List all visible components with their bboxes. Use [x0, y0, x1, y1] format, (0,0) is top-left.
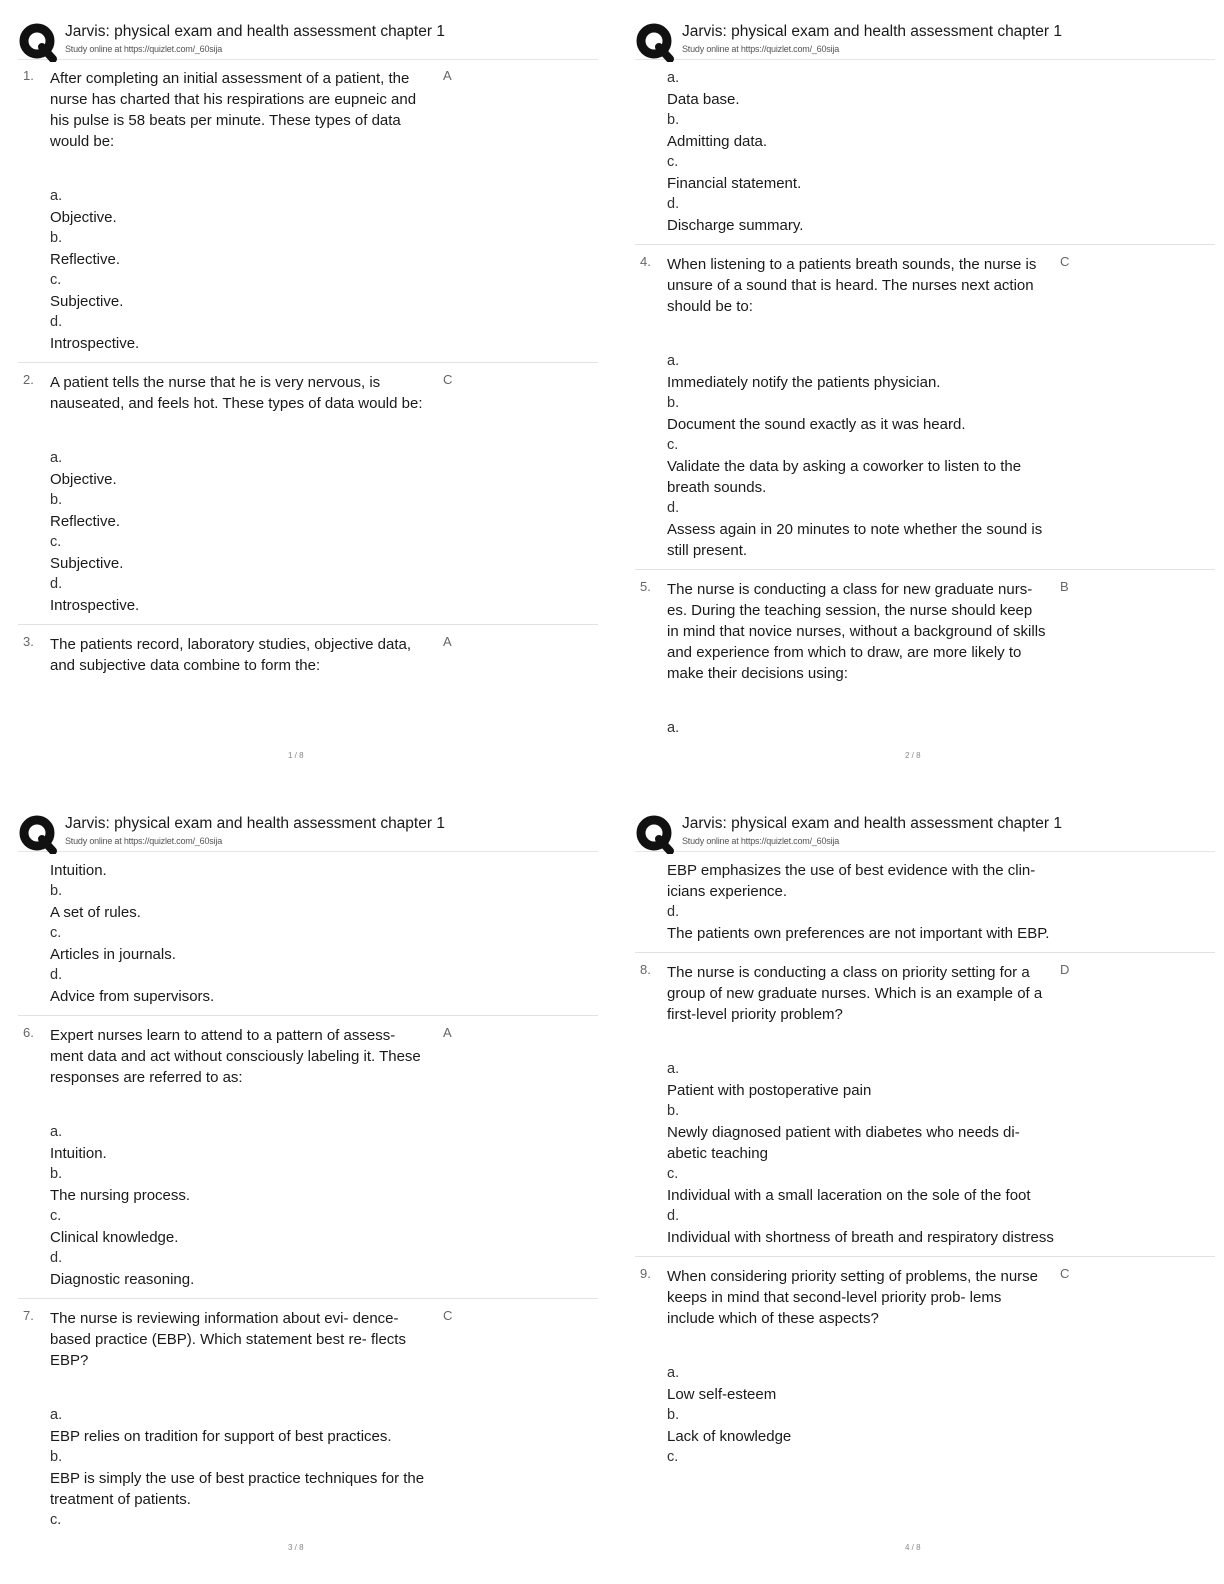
option-text: Low self-esteem: [667, 1386, 777, 1403]
page-title: Jarvis: physical exam and health assessment chapter 1: [65, 815, 445, 832]
question-number: 9.: [640, 1266, 651, 1281]
question-number: 7.: [23, 1308, 34, 1323]
option-letter: c.: [50, 1208, 62, 1224]
question-text: The nurse is conducting a class on priority setting for a group of new graduate nurses. Which is an example of a first-level priority problem?: [667, 964, 1043, 1023]
question-item: [18, 372, 598, 616]
option-text: Introspective.: [50, 597, 140, 614]
option-letter: b.: [50, 492, 63, 508]
page-header: [18, 806, 598, 852]
page-number: 1 / 8: [288, 751, 304, 760]
option-letter: b.: [50, 1449, 63, 1465]
answer-options: [50, 1405, 598, 1531]
question-number: 6.: [23, 1025, 34, 1040]
option-letter: b.: [667, 1407, 680, 1423]
question-item: [635, 860, 1215, 944]
answer-options: [667, 351, 1215, 561]
option-letter: b.: [50, 230, 63, 246]
option-letter: a.: [667, 1061, 680, 1077]
option-letter: d.: [667, 500, 680, 516]
answer-key: D: [1060, 962, 1070, 977]
option-letter: c.: [50, 534, 62, 550]
option-letter: a.: [50, 1124, 63, 1140]
page-title: Jarvis: physical exam and health assessment chapter 1: [682, 815, 1062, 832]
question-list: [18, 60, 598, 676]
option-letter: a.: [667, 720, 680, 736]
question-list: [18, 852, 598, 1531]
option-letter: d.: [50, 1250, 63, 1266]
question-item: [635, 68, 1215, 236]
option-text: The patients own preferences are not important with EBP.: [667, 925, 1050, 942]
quizlet-logo-icon: [18, 814, 58, 854]
option-letter: d.: [667, 1208, 680, 1224]
quizlet-logo-icon: [635, 22, 675, 62]
question-item: [635, 1266, 1215, 1468]
option-text: The nursing process.: [50, 1187, 191, 1204]
page-title: Jarvis: physical exam and health assessment chapter 1: [682, 23, 1062, 40]
question-list: [635, 852, 1215, 1468]
page-panel-2: [635, 14, 1215, 794]
answer-options: [667, 68, 1215, 236]
option-letter: c.: [667, 1166, 679, 1182]
option-text: Subjective.: [50, 555, 124, 572]
answer-options: [50, 186, 598, 354]
option-text: EBP is simply the use of best practice techniques for the treatment of patients.: [50, 1470, 425, 1508]
question-number: 3.: [23, 634, 34, 649]
option-letter: c.: [667, 154, 679, 170]
question-text: Expert nurses learn to attend to a pattern of assess- ment data and act without consciously labeling it. These responses are referred to as:: [50, 1027, 421, 1086]
divider: [635, 244, 1215, 245]
option-text: Clinical knowledge.: [50, 1229, 179, 1246]
option-letter: c.: [50, 1512, 62, 1528]
question-number: 4.: [640, 254, 651, 269]
option-letter: c.: [667, 1449, 679, 1465]
divider: [18, 1298, 598, 1299]
option-text: Individual with shortness of breath and respiratory distress: [667, 1229, 1054, 1246]
answer-options: [667, 1059, 1215, 1248]
page-title: Jarvis: physical exam and health assessment chapter 1: [65, 23, 445, 40]
option-text: Admitting data.: [667, 133, 768, 150]
option-letter: a.: [50, 188, 63, 204]
option-text: Discharge summary.: [667, 217, 804, 234]
option-letter: d.: [50, 314, 63, 330]
question-item: [635, 579, 1215, 739]
option-letter: b.: [667, 395, 680, 411]
option-text: Data base.: [667, 91, 740, 108]
option-text: Intuition.: [50, 1145, 107, 1162]
option-text: Reflective.: [50, 251, 121, 268]
study-link[interactable]: Study online at https://quizlet.com/_60sija: [682, 836, 839, 846]
question-item: [635, 254, 1215, 561]
option-text: EBP emphasizes the use of best evidence with the clin- icians experience.: [667, 862, 1036, 900]
option-text: Objective.: [50, 471, 117, 488]
question-number: 2.: [23, 372, 34, 387]
option-letter: d.: [667, 904, 680, 920]
question-item: [635, 962, 1215, 1248]
option-letter: a.: [50, 450, 63, 466]
question-text: The nurse is reviewing information about evi- dence-based practice (EBP). Which statement best re- flects EBP?: [50, 1310, 406, 1369]
option-letter: c.: [50, 272, 62, 288]
answer-key: A: [443, 634, 452, 649]
option-text: Introspective.: [50, 335, 140, 352]
option-text: Individual with a small laceration on the sole of the foot: [667, 1187, 1031, 1204]
option-text: Newly diagnosed patient with diabetes who needs di- abetic teaching: [667, 1124, 1020, 1162]
option-text: Immediately notify the patients physician.: [667, 374, 941, 391]
answer-key: B: [1060, 579, 1069, 594]
option-letter: b.: [50, 1166, 63, 1182]
divider: [635, 1256, 1215, 1257]
divider: [18, 624, 598, 625]
answer-options: [667, 1363, 1215, 1468]
study-link[interactable]: Study online at https://quizlet.com/_60sija: [65, 836, 222, 846]
page-number: 2 / 8: [905, 751, 921, 760]
option-text: EBP relies on tradition for support of best practices.: [50, 1428, 392, 1445]
option-text: Articles in journals.: [50, 946, 176, 963]
divider: [635, 569, 1215, 570]
option-text: Document the sound exactly as it was heard.: [667, 416, 966, 433]
option-letter: b.: [667, 112, 680, 128]
question-item: [18, 634, 598, 676]
answer-key: C: [443, 372, 453, 387]
question-item: [18, 1025, 598, 1290]
option-letter: a.: [667, 353, 680, 369]
option-letter: a.: [50, 1407, 63, 1423]
option-text: Subjective.: [50, 293, 124, 310]
option-letter: d.: [50, 967, 63, 983]
option-letter: a.: [667, 70, 680, 86]
page-panel-3: [18, 806, 598, 1584]
question-number: 5.: [640, 579, 651, 594]
question-text: The nurse is conducting a class for new graduate nurs- es. During the teaching session, the nurse should keep in mind that novice nurses, without a background of skills and experience from which to draw, are more likely to make their decisions using:: [667, 581, 1046, 682]
answer-key: C: [1060, 1266, 1070, 1281]
question-item: [18, 860, 598, 1007]
option-text: Objective.: [50, 209, 117, 226]
option-text: Financial statement.: [667, 175, 802, 192]
option-letter: b.: [50, 883, 63, 899]
page-header: [18, 14, 598, 60]
question-text: After completing an initial assessment of a patient, the nurse has charted that his respirations are eupneic and his pulse is 58 beats per minute. These types of data would be:: [50, 70, 417, 150]
option-letter: c.: [50, 925, 62, 941]
answer-options: [50, 448, 598, 616]
question-list: [635, 60, 1215, 739]
question-text: The patients record, laboratory studies, objective data, and subjective data combine to form the:: [50, 636, 412, 674]
question-item: [18, 68, 598, 354]
question-text: When considering priority setting of problems, the nurse keeps in mind that second-level priority prob- lems include which of these aspects?: [667, 1268, 1039, 1327]
option-text: Validate the data by asking a coworker to listen to the breath sounds.: [667, 458, 1022, 496]
answer-key: A: [443, 68, 452, 83]
study-link[interactable]: Study online at https://quizlet.com/_60sija: [65, 44, 222, 54]
answer-options: [50, 860, 598, 1007]
option-letter: d.: [667, 196, 680, 212]
question-number: 1.: [23, 68, 34, 83]
option-letter: b.: [667, 1103, 680, 1119]
option-text: Assess again in 20 minutes to note whether the sound is still present.: [667, 521, 1043, 559]
quizlet-logo-icon: [635, 814, 675, 854]
page-header: [635, 14, 1215, 60]
page-panel-1: [18, 14, 598, 794]
option-text: Reflective.: [50, 513, 121, 530]
option-letter: d.: [50, 576, 63, 592]
answer-key: A: [443, 1025, 452, 1040]
page-number: 4 / 8: [905, 1543, 921, 1552]
question-text: A patient tells the nurse that he is very nervous, is nauseated, and feels hot. These types of data would be:: [50, 374, 423, 412]
divider: [18, 362, 598, 363]
answer-options: [667, 860, 1215, 944]
option-text: A set of rules.: [50, 904, 141, 921]
page-header: [635, 806, 1215, 852]
answer-options: [50, 1122, 598, 1290]
option-text: Lack of knowledge: [667, 1428, 792, 1445]
page-panel-4: [635, 806, 1215, 1584]
option-text: Diagnostic reasoning.: [50, 1271, 195, 1288]
question-item: [18, 1308, 598, 1531]
divider: [635, 952, 1215, 953]
option-letter: a.: [667, 1365, 680, 1381]
answer-key: C: [443, 1308, 453, 1323]
divider: [18, 1015, 598, 1016]
option-text: Patient with postoperative pain: [667, 1082, 872, 1099]
study-link[interactable]: Study online at https://quizlet.com/_60sija: [682, 44, 839, 54]
page-number: 3 / 8: [288, 1543, 304, 1552]
question-number: 8.: [640, 962, 651, 977]
answer-key: C: [1060, 254, 1070, 269]
quizlet-logo-icon: [18, 22, 58, 62]
answer-options: [667, 718, 1215, 739]
option-text: Intuition.: [50, 862, 107, 879]
option-text: Advice from supervisors.: [50, 988, 215, 1005]
question-text: When listening to a patients breath sounds, the nurse is unsure of a sound that is heard. The nurses next action should be to:: [667, 256, 1037, 315]
option-letter: c.: [667, 437, 679, 453]
